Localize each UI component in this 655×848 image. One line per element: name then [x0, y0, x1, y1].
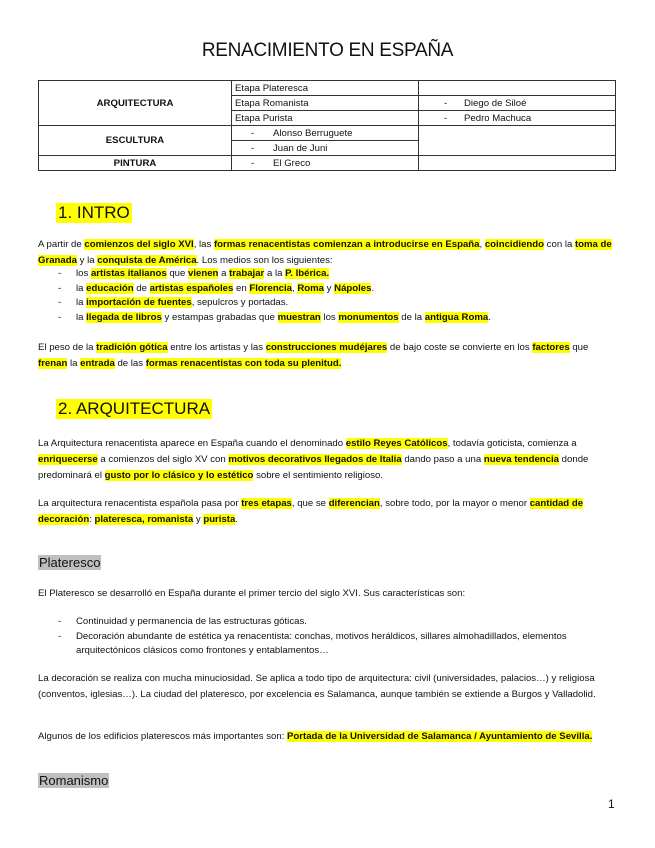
text-run: que	[166, 268, 188, 279]
text-run: la	[76, 282, 87, 294]
text-run: La arquitectura renacentista española pasa por	[38, 498, 242, 509]
summary-table	[38, 80, 616, 171]
escultura-cell: ESCULTURA	[39, 126, 232, 156]
highlighted-text: artistas españoles	[149, 282, 234, 294]
list-item: - Decoración abundante de estética ya renacentista: conchas, motivos heráldicos, sillares almohadillados, elementos arquitectónicos clásicos como frontones y entablamentos…	[38, 630, 613, 659]
highlighted-text: nueva tendencia	[483, 454, 560, 465]
text-run: donde predominará el	[38, 454, 589, 481]
highlighted-text: formas renacentistas comienzan a introducirse en España	[213, 239, 480, 250]
highlighted-text: frenan	[38, 358, 68, 369]
escultor-cell: - Juan de Juni	[232, 141, 419, 156]
table-row	[39, 156, 616, 171]
highlighted-text: purista	[203, 514, 236, 525]
romanismo-heading: Romanismo	[39, 773, 109, 788]
text-run: y la	[76, 255, 98, 266]
pintura-cell: PINTURA	[39, 156, 232, 171]
highlighted-text: toma de Granada	[38, 239, 612, 266]
etapa-cell: Etapa Romanista	[232, 96, 419, 111]
intro-paragraph-1	[38, 237, 618, 269]
text-run: entre los artistas y las	[167, 342, 266, 353]
arquitectura-paragraph-2	[38, 496, 618, 528]
highlighted-text: importación de fuentes	[86, 297, 192, 308]
arquitectura-cell: ARQUITECTURA	[39, 81, 232, 126]
text-run: . Los medios son los siguientes:	[196, 255, 333, 266]
plateresco-paragraph-1: El Plateresco se desarrolló en España durante el primer tercio del siglo XVI. Sus características son:	[38, 588, 466, 599]
pintor-cell: - El Greco	[232, 156, 419, 171]
highlighted-text: antigua Roma	[424, 311, 489, 323]
highlighted-text: plateresca, romanista	[94, 514, 194, 525]
text-run: la	[76, 311, 87, 323]
highlighted-text: llegada de libros	[86, 311, 162, 323]
highlighted-text: muestran	[277, 311, 321, 323]
highlighted-text: factores	[532, 342, 570, 353]
highlighted-text: Florencia	[249, 282, 293, 294]
highlighted-text: diferencian	[328, 498, 380, 509]
highlighted-text: coincidiendo	[484, 239, 545, 250]
highlighted-text: construcciones mudéjares	[265, 342, 388, 353]
plateresco-paragraph-3: Algunos de los edificios platerescos más importantes son: Portada de la Universidad de Salamanca / Ayuntamiento de Sevilla.	[38, 731, 593, 742]
text-run: de	[133, 282, 150, 294]
highlighted-text: P. Ibérica.	[285, 268, 330, 279]
highlighted-text: cantidad de decoración	[38, 498, 584, 525]
highlighted-text: tradición gótica	[96, 342, 168, 353]
text-run: que	[569, 342, 589, 353]
list-item	[38, 267, 613, 282]
etapa-cell: Etapa Purista	[232, 111, 419, 126]
text-run: a	[218, 268, 230, 279]
text-run: con la	[544, 239, 575, 250]
arquitecto-cell	[419, 81, 616, 96]
table-row	[39, 126, 616, 141]
text-run: y estampas grabadas que	[161, 311, 278, 323]
list-item	[38, 311, 613, 326]
text-run: , las	[193, 239, 214, 250]
highlighted-text: entrada	[80, 358, 115, 369]
highlighted-text: gusto por lo clásico y lo estético	[104, 470, 254, 481]
table-row	[39, 81, 616, 96]
text-run: a comienzos del siglo XV con	[97, 454, 229, 465]
text-run: :	[89, 514, 95, 525]
highlighted-text: formas renacentistas con toda su plenitud.	[145, 358, 342, 369]
text-run: los	[320, 311, 339, 323]
text-run: El peso de la	[38, 342, 97, 353]
highlighted-text: motivos decorativos llegados de Italia	[228, 454, 402, 465]
highlighted-text: vienen	[188, 268, 219, 279]
etapa-cell: Etapa Plateresca	[232, 81, 419, 96]
highlighted-text: estilo Reyes Católicos	[345, 438, 448, 449]
escultor-cell: - Alonso Berruguete	[232, 126, 419, 141]
arquitecto-cell: - Pedro Machuca	[419, 111, 616, 126]
arquitecto-cell: - Diego de Siloé	[419, 96, 616, 111]
highlighted-text: Roma	[297, 282, 325, 294]
text-run: de las	[114, 358, 146, 369]
highlighted-text: enriquecerse	[38, 454, 98, 465]
highlighted-text: conquista de América	[97, 255, 197, 266]
highlighted-text: Nápoles	[334, 282, 372, 294]
text-run: a la	[264, 268, 286, 279]
text-run: en	[233, 282, 250, 294]
text-run: de la	[398, 311, 425, 323]
list-item	[38, 282, 613, 297]
highlighted-text: monumentos	[338, 311, 399, 323]
text-run: .	[235, 514, 238, 525]
intro-paragraph-2	[38, 340, 618, 372]
edificios-platerescos: Portada de la Universidad de Salamanca / Ayuntamiento de Sevilla.	[287, 731, 593, 742]
text-run: y	[324, 282, 335, 294]
intro-bullet-list	[38, 267, 613, 325]
text-run: dando paso a una	[401, 454, 484, 465]
page-number: 1	[608, 797, 615, 811]
text-run: , sepulcros y portadas.	[191, 297, 289, 308]
text-run: ,	[479, 239, 485, 250]
highlighted-text: artistas italianos	[90, 268, 167, 279]
text-run: , que se	[291, 498, 329, 509]
highlighted-text: tres etapas	[241, 498, 292, 509]
list-item	[38, 296, 613, 311]
text-run: , sobre todo, por la mayor o menor	[379, 498, 530, 509]
arquitectura-heading: 2. ARQUITECTURA	[58, 399, 211, 418]
text-run: La Arquitectura renacentista aparece en España cuando el denominado	[38, 438, 346, 449]
arquitectura-paragraph-1	[38, 436, 618, 484]
text-run: de bajo coste se convierte en los	[387, 342, 533, 353]
text-run: la	[67, 358, 81, 369]
text-run: y	[193, 514, 204, 525]
highlighted-text: educación	[86, 282, 134, 294]
highlighted-text: trabajar	[229, 268, 265, 279]
page-title: RENACIMIENTO EN ESPAÑA	[201, 40, 454, 61]
plateresco-heading: Plateresco	[39, 555, 101, 570]
highlighted-text: comienzos del siglo XVI	[84, 239, 194, 250]
plateresco-bullet-list	[38, 615, 613, 659]
text-run: .	[371, 282, 375, 294]
plateresco-paragraph-2: La decoración se realiza con mucha minuciosidad. Se aplica a todo tipo de arquitectura: civil (universidades, palacios…) y religiosa (conventos, iglesias…). La ciudad del plateresco, por excelencia es Salamanca, aunque también se extiende a Burgos y Valladolid.	[38, 673, 596, 700]
text-run: la	[76, 297, 87, 308]
text-run: ,	[292, 282, 298, 294]
intro-heading: 1. INTRO	[58, 203, 130, 222]
list-item: - Continuidad y permanencia de las estructuras góticas.	[38, 615, 613, 630]
text-run: , todavía goticista, comienza a	[447, 438, 577, 449]
text-run: .	[488, 311, 491, 323]
text-run: sobre el sentimiento religioso.	[253, 470, 384, 481]
text-run: los	[76, 268, 91, 279]
text-run: A partir de	[38, 239, 85, 250]
